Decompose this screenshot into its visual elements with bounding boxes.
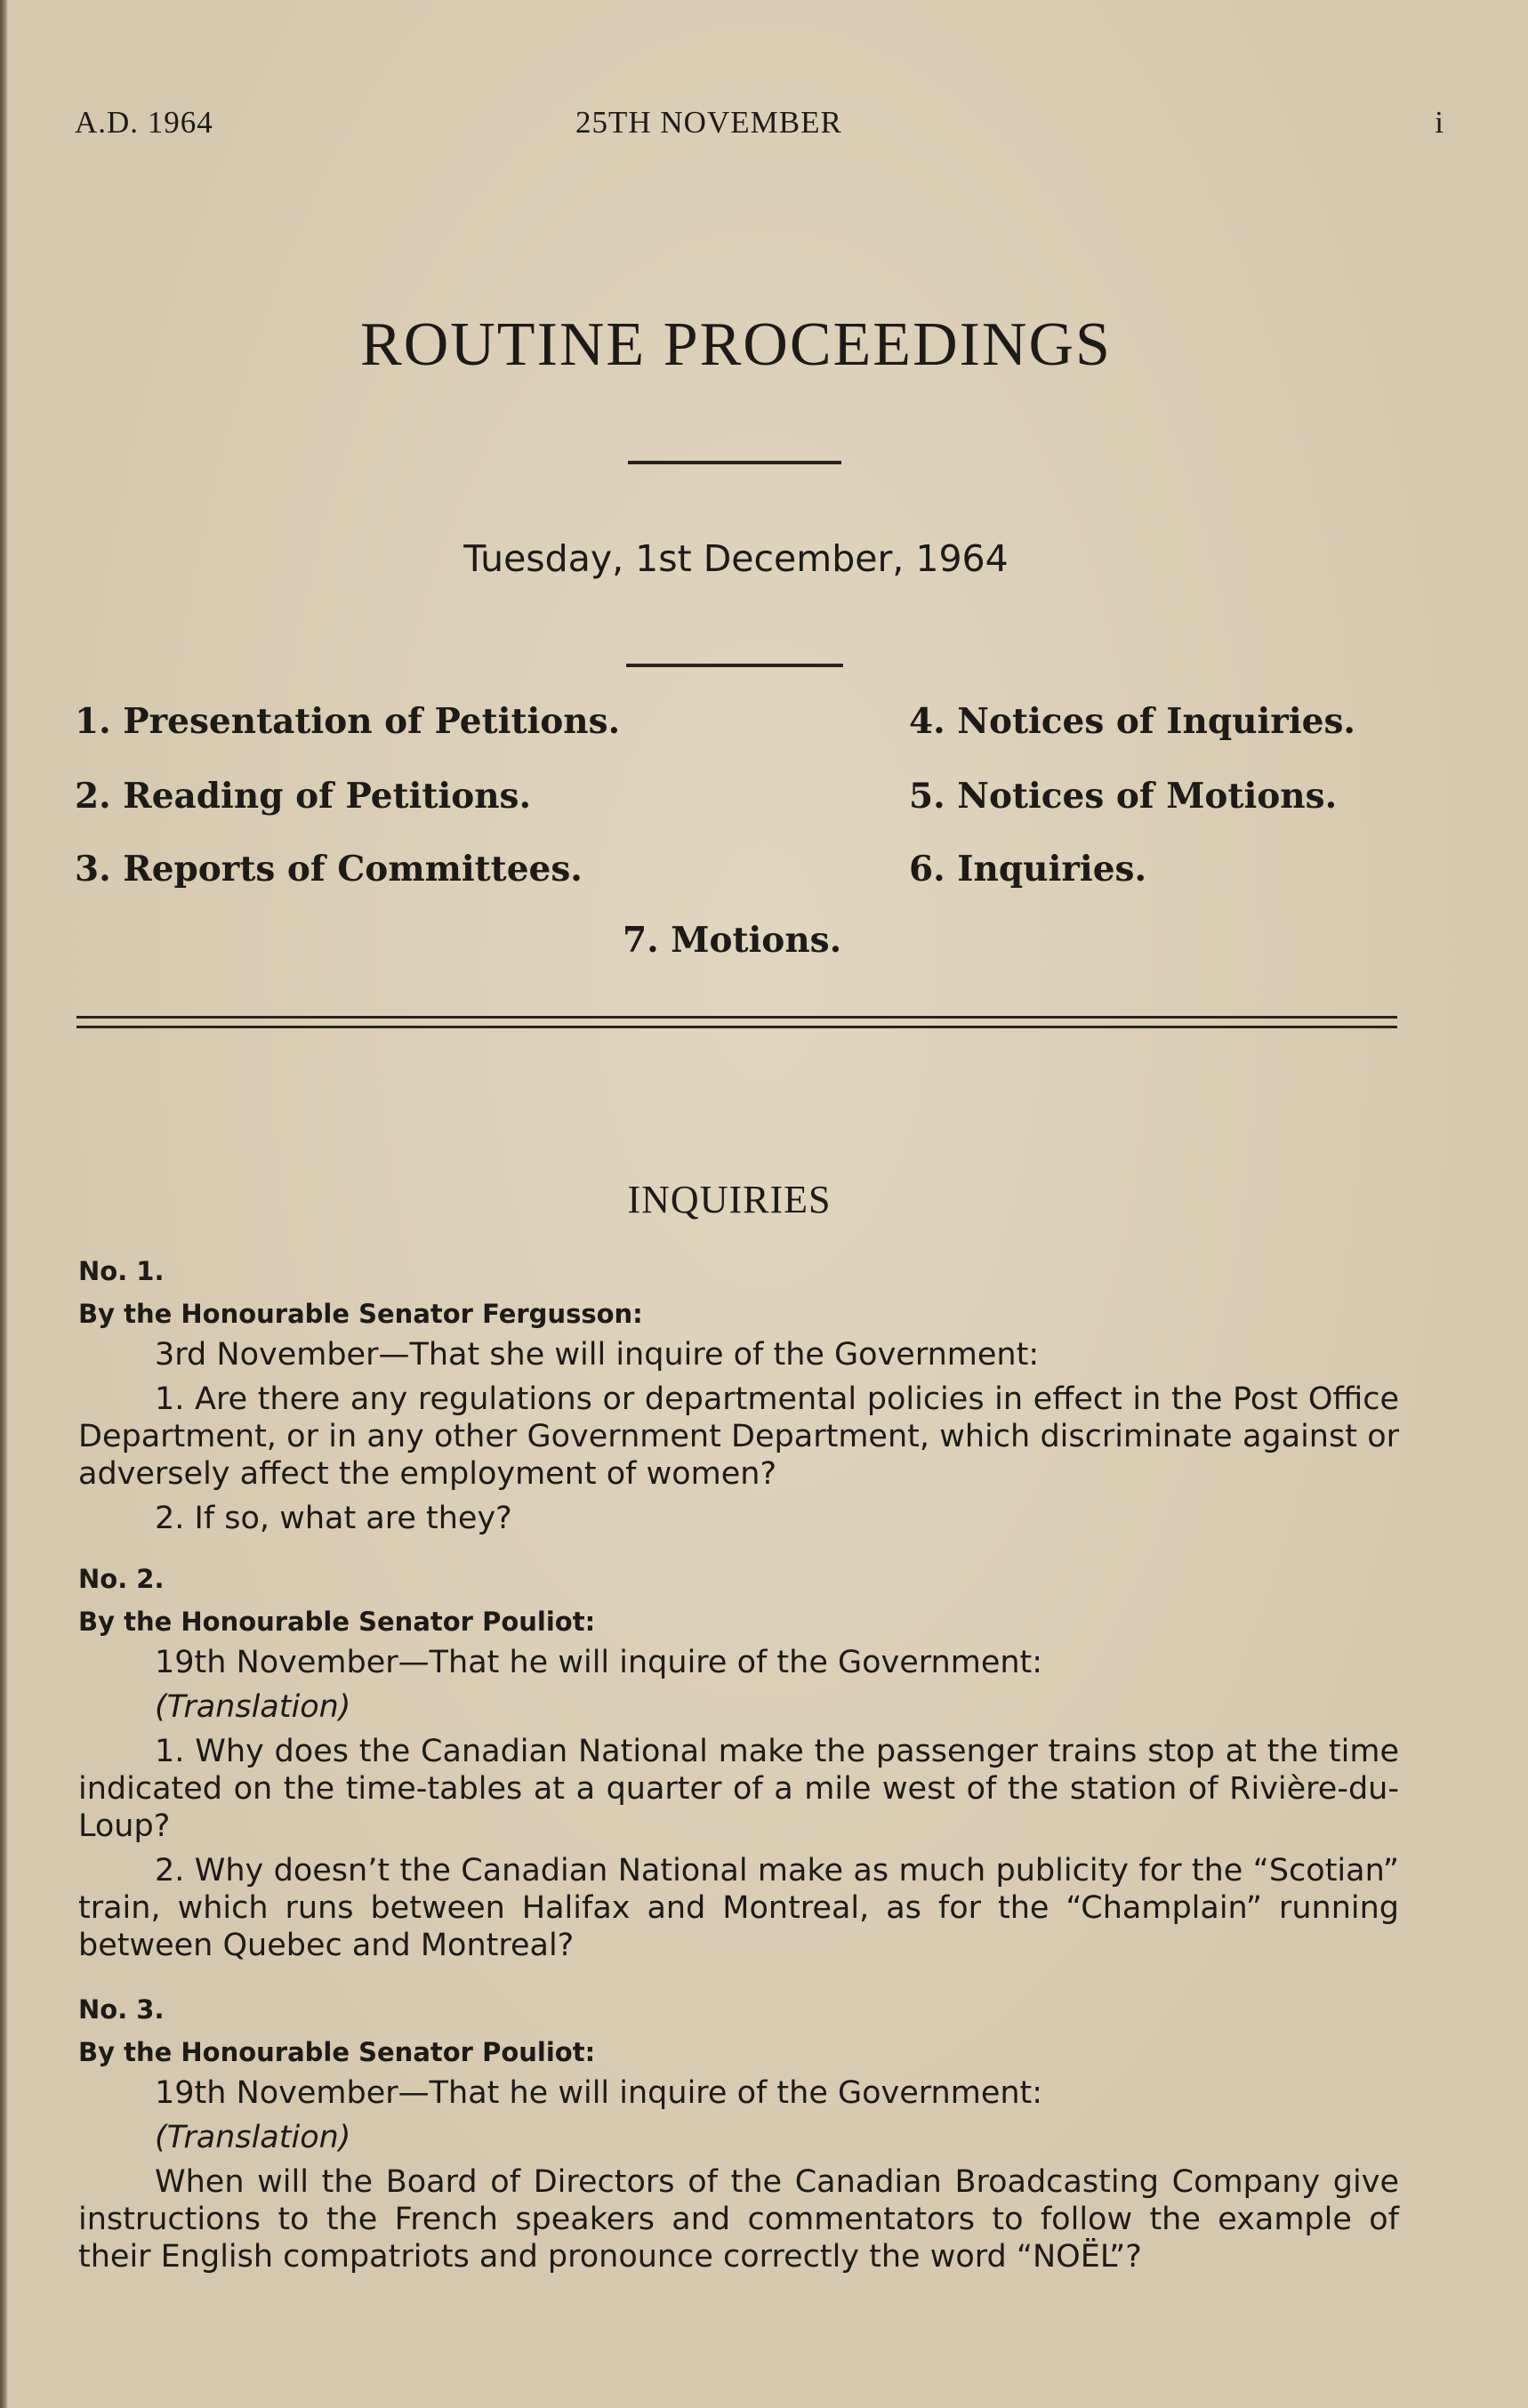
page-title: ROUTINE PROCEEDINGS [360, 310, 1112, 379]
header-date: 25TH NOVEMBER [575, 105, 842, 140]
session-date: Tuesday, 1st December, 1964 [463, 537, 1009, 580]
agenda-item-2: 2. Reading of Petitions. [75, 776, 532, 817]
agenda-item-3: 3. Reports of Committees. [75, 849, 583, 890]
date-rule [626, 664, 843, 667]
inquiry-paragraph: 1. Are there any regulations or departmental policies in effect in the Post Office Department, or in any other Government Department, which discriminate against or adversely affect the employment of women? [78, 1381, 1399, 1492]
inquiry-author: By the Honourable Senator Pouliot: [78, 1607, 596, 1637]
running-header [75, 105, 1453, 141]
translation-note: (Translation) [155, 1689, 351, 1725]
inquiry-number: No. 1. [78, 1256, 165, 1286]
section-title: INQUIRIES [627, 1178, 832, 1221]
section-divider [76, 1016, 1397, 1028]
inquiry-paragraph: 2. Why doesn’t the Canadian National make as much publicity for the “Scotian” train, which runs between Halifax and Montreal, as for the “Champlain” running between Quebec and Montreal? [78, 1853, 1399, 1963]
inquiry-number: No. 2. [78, 1564, 165, 1594]
inquiry-paragraph: When will the Board of Directors of the Canadian Broadcasting Company give instructions to the French speakers and commentators to follow the example of their English compatriots and pronounce correctly the word “NOËL”? [78, 2164, 1399, 2275]
title-rule [628, 461, 841, 464]
agenda-item-6: 6. Inquiries. [909, 849, 1147, 890]
agenda-item-4: 4. Notices of Inquiries. [909, 701, 1355, 742]
agenda-item-1: 1. Presentation of Petitions. [75, 701, 621, 742]
inquiry-paragraph: 19th November—That he will inquire of the Government: [155, 2075, 1043, 2111]
inquiry-author: By the Honourable Senator Fergusson: [78, 1299, 643, 1329]
inquiry-number: No. 3. [78, 1994, 165, 2025]
inquiry-paragraph: 1. Why does the Canadian National make the passenger trains stop at the time indicated on the time-tables at a quarter of a mile west of the station of Rivière-du-Loup? [78, 1734, 1399, 1844]
inquiry-author: By the Honourable Senator Pouliot: [78, 2037, 596, 2067]
page-number: i [1435, 105, 1444, 140]
header-year: A.D. 1964 [75, 105, 213, 140]
inquiry-2 [78, 1564, 1399, 1971]
inquiry-paragraph: 2. If so, what are they? [155, 1501, 512, 1536]
inquiry-paragraph: 19th November—That he will inquire of the Government: [155, 1645, 1043, 1680]
inquiry-paragraph: 3rd November—That she will inquire of the Government: [155, 1337, 1040, 1373]
inquiry-1 [78, 1256, 1399, 1544]
translation-note: (Translation) [155, 2120, 351, 2155]
agenda-item-7: 7. Motions. [623, 920, 842, 961]
agenda-item-5: 5. Notices of Motions. [909, 776, 1338, 817]
inquiry-3 [78, 1994, 1399, 2283]
